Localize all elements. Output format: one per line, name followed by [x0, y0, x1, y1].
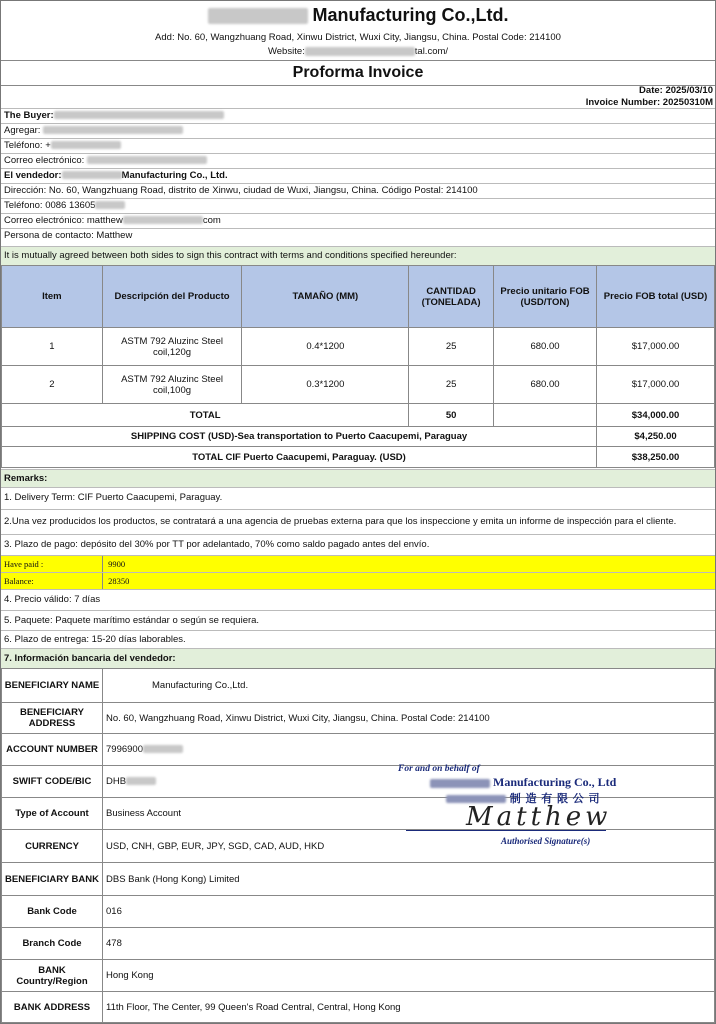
buyer-row [1, 108, 715, 123]
bank-value: USD, CNH, GBP, EUR, JPY, SGD, CAD, AUD, HKD [103, 830, 715, 863]
remark-4: 4. Precio válido: 7 días [1, 589, 715, 610]
seller-email-row [1, 213, 715, 228]
table-row [2, 366, 715, 404]
document-title: Proforma Invoice [1, 60, 715, 86]
cell-total-price: $17,000.00 [597, 366, 715, 404]
redacted-swift [126, 777, 156, 785]
signature-scribble: Matthew [466, 802, 612, 832]
bank-label: Branch Code [2, 928, 103, 960]
balance-value: 28350 [108, 576, 130, 586]
shipping-label: SHIPPING COST (USD)-Sea transportation to Puerto Caacupemi, Paraguay [2, 427, 597, 447]
company-address: Add: No. 60, Wangzhuang Road, Xinwu District, Wuxi City, Jiangsu, China. Postal Code: 214100 [155, 32, 561, 43]
company-website [1, 46, 715, 57]
bank-value: Business Account [103, 798, 715, 830]
account-number: 7996900 [106, 744, 143, 755]
agreement-row: It is mutually agreed between both sides to sign this contract with terms and conditions specified hereunder: [1, 246, 715, 265]
company-name [1, 5, 715, 26]
bank-label: BENEFICIARY BANK [2, 863, 103, 896]
bank-value [103, 669, 715, 703]
buyer-label: The Buyer: [4, 110, 54, 121]
col-header: Descripción del Producto [102, 266, 242, 328]
bank-row [2, 928, 715, 960]
bank-label: ACCOUNT NUMBER [2, 734, 103, 766]
bank-value: 478 [103, 928, 715, 960]
bank-label: Type of Account [2, 798, 103, 830]
stamp-company: Manufacturing Co., Ltd [493, 775, 617, 789]
cif-label: TOTAL CIF Puerto Caacupemi, Paraguay. (USD) [2, 447, 597, 468]
stamp-line-4: Authorised Signature(s) [501, 836, 591, 846]
redacted-phone [51, 141, 121, 149]
bank-info-header: 7. Información bancaria del vendedor: [1, 648, 715, 668]
bank-label: CURRENCY [2, 830, 103, 863]
stamp-line-1: For and on behalf of [398, 764, 480, 774]
seller-label: El vendedor: [4, 170, 62, 181]
bank-label: BANK Country/Region [2, 960, 103, 992]
bank-row [2, 734, 715, 766]
have-paid-row [1, 555, 715, 572]
buyer-agent-label: Agregar: [4, 125, 41, 136]
shipping-amount: $4,250.00 [597, 427, 715, 447]
stamp-chinese: 制 造 有 限 公 司 [509, 793, 601, 805]
invoice-number: Invoice Number: 20250310M [585, 97, 713, 108]
bank-row [2, 669, 715, 703]
have-paid-value: 9900 [108, 559, 126, 569]
redacted-seller-phone [95, 201, 125, 209]
redacted-website [305, 47, 415, 56]
redacted-email [87, 156, 207, 164]
seller-phone-row [1, 198, 715, 213]
buyer-agent-row [1, 123, 715, 138]
buyer-email-row [1, 153, 715, 168]
cell-item: 1 [2, 328, 103, 366]
bank-row [2, 703, 715, 734]
total-quantity: 50 [409, 404, 494, 427]
remark-2: 2.Una vez producidos los productos, se contratará a una agencia de pruebas externa para que los inspeccione y emita un informe de inspección para el cliente. [1, 509, 715, 534]
balance-row [1, 572, 715, 589]
remarks-header: Remarks: [1, 469, 715, 487]
redacted-seller-email [123, 216, 203, 224]
remark-5: 5. Paquete: Paquete marítimo estándar o según se requiera. [1, 610, 715, 630]
redacted-buyer [54, 111, 224, 119]
cell-quantity: 25 [409, 328, 494, 366]
bank-label: BENEFICIARY NAME [2, 669, 103, 703]
bank-label: SWIFT CODE/BIC [2, 766, 103, 798]
beneficiary-name: Manufacturing Co.,Ltd. [152, 680, 249, 691]
remark-1: 1. Delivery Term: CIF Puerto Caacupemi, Paraguay. [1, 487, 715, 509]
bank-row [2, 896, 715, 928]
table-header-row [2, 266, 715, 328]
seller-row [1, 168, 715, 183]
redacted-stamp-name [430, 779, 490, 788]
remark-6: 6. Plazo de entrega: 15-20 días laborables. [1, 630, 715, 648]
bank-row [2, 960, 715, 992]
cell-size: 0.3*1200 [242, 366, 409, 404]
bank-row [2, 992, 715, 1023]
bank-value: DBS Bank (Hong Kong) Limited [103, 863, 715, 896]
seller-name: Manufacturing Co., Ltd. [121, 170, 228, 181]
cell-description: ASTM 792 Aluzinc Steel coil,120g [102, 328, 242, 366]
bank-value: Hong Kong [103, 960, 715, 992]
cell-total-price: $17,000.00 [597, 328, 715, 366]
cell-unit-price: 680.00 [493, 328, 596, 366]
bank-value: No. 60, Wangzhuang Road, Xinwu District, Wuxi City, Jiangsu, China. Postal Code: 214100 [103, 703, 715, 734]
cell-quantity: 25 [409, 366, 494, 404]
cif-amount: $38,250.00 [597, 447, 715, 468]
bank-label: BANK ADDRESS [2, 992, 103, 1023]
seller-contact-row: Persona de contacto: Matthew [1, 228, 715, 246]
company-stamp [386, 764, 641, 854]
total-label: TOTAL [2, 404, 409, 427]
bank-value [103, 734, 715, 766]
website-suffix: tal.com/ [414, 46, 449, 57]
bank-row [2, 863, 715, 896]
col-header: TAMAÑO (MM) [242, 266, 409, 328]
swift-code: DHB [106, 776, 127, 787]
website-label: Website: [267, 46, 305, 57]
company-name-text: Manufacturing Co.,Ltd. [312, 5, 509, 25]
redacted-company-prefix [208, 8, 308, 24]
have-paid-label: Have paid : [1, 556, 103, 572]
redacted-agent [43, 126, 183, 134]
buyer-phone-row [1, 138, 715, 153]
seller-address-row: Dirección: No. 60, Wangzhuang Road, distrito de Xinwu, ciudad de Wuxi, Jiangsu, China. Código Postal: 214100 [1, 183, 715, 198]
col-header: CANTIDAD (TONELADA) [409, 266, 494, 328]
col-header: Precio FOB total (USD) [597, 266, 715, 328]
bank-value: 11th Floor, The Center, 99 Queen's Road Central, Central, Hong Kong [103, 992, 715, 1023]
bank-label: Bank Code [2, 896, 103, 928]
redacted-account [143, 745, 183, 753]
invoice-date: Date: 2025/03/10 [639, 85, 713, 96]
col-header: Item [2, 266, 103, 328]
seller-phone: Teléfono: 0086 13605 [4, 200, 96, 211]
shipping-row [2, 427, 715, 447]
cell-unit-price: 680.00 [493, 366, 596, 404]
balance-label: Balance: [1, 573, 103, 589]
redacted-seller [62, 171, 122, 179]
cif-row [2, 447, 715, 468]
signature [406, 802, 636, 832]
cell-item: 2 [2, 366, 103, 404]
buyer-phone-label: Teléfono: + [4, 140, 51, 151]
col-header: Precio unitario FOB (USD/TON) [493, 266, 596, 328]
seller-email: Correo electrónico: matthew [4, 215, 123, 226]
table-row [2, 328, 715, 366]
cell-description: ASTM 792 Aluzinc Steel coil,100g [102, 366, 242, 404]
seller-email-suffix: com [202, 215, 221, 226]
remark-3: 3. Plazo de pago: depósito del 30% por TT por adelantado, 70% como saldo pagado antes del envío. [1, 534, 715, 555]
buyer-email-label: Correo electrónico: [4, 155, 85, 166]
total-empty [493, 404, 596, 427]
bank-label: BENEFICIARY ADDRESS [2, 703, 103, 734]
stamp-line-2 [430, 775, 641, 790]
product-table [1, 265, 715, 468]
total-row [2, 404, 715, 427]
bank-value: 016 [103, 896, 715, 928]
cell-size: 0.4*1200 [242, 328, 409, 366]
total-amount: $34,000.00 [597, 404, 715, 427]
